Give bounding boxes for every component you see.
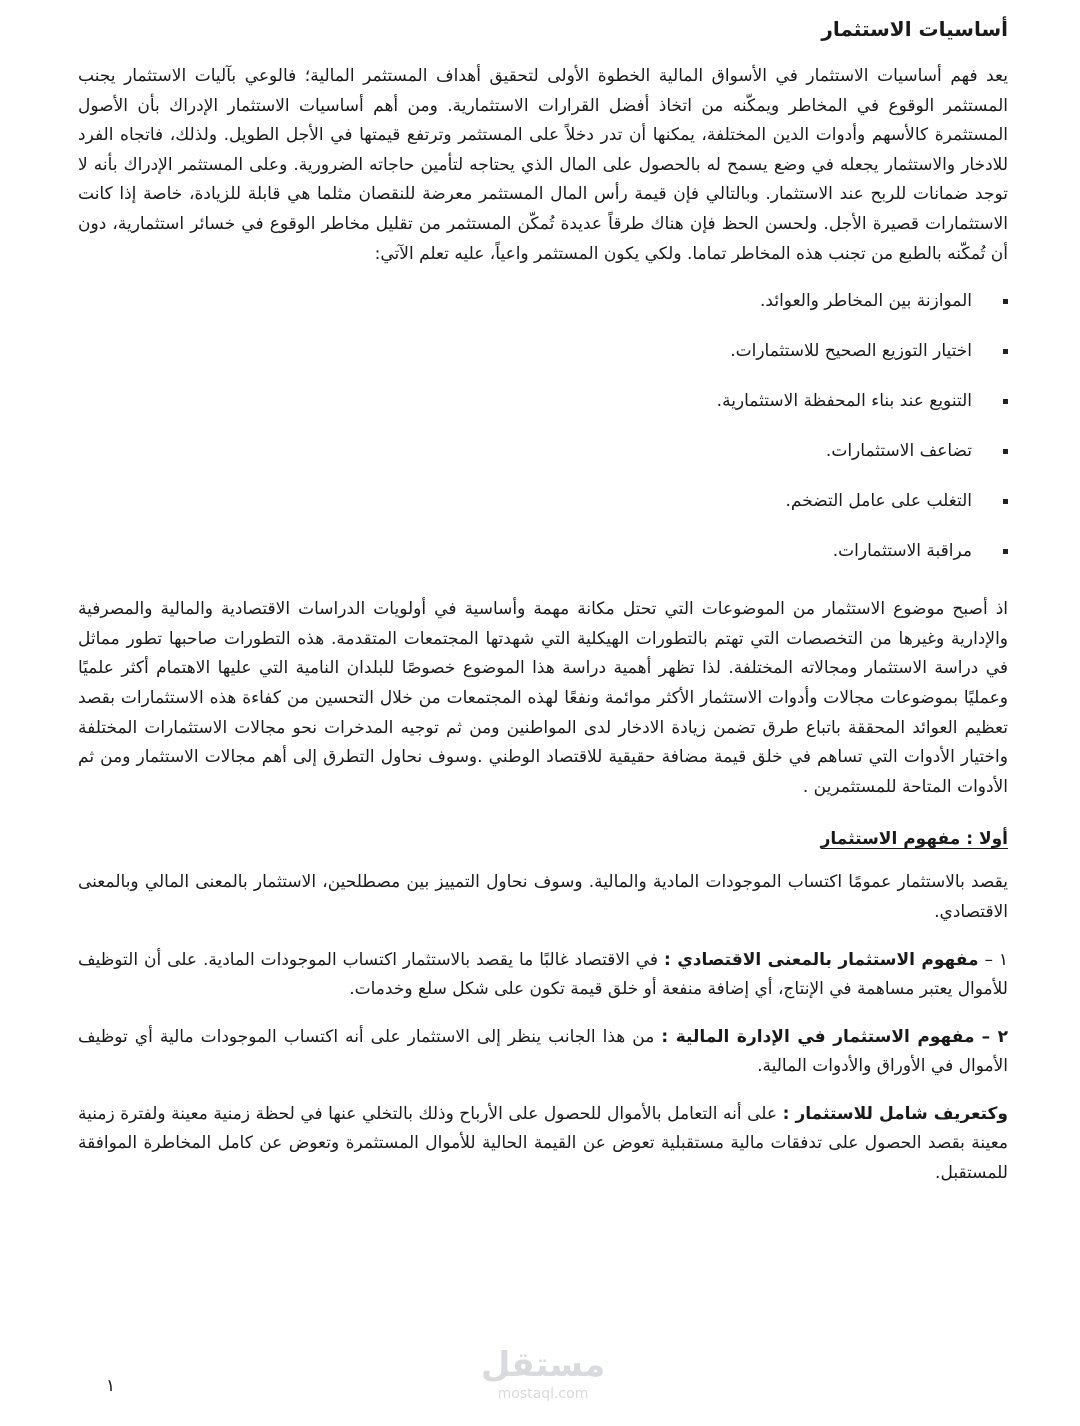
watermark-brand: مستقل	[480, 1345, 606, 1385]
comprehensive-definition	[78, 1100, 1008, 1189]
list-item	[78, 337, 1008, 387]
list-item	[78, 387, 1008, 437]
list-item-text: التنويع عند بناء المحفظة الاستثمارية.	[716, 391, 972, 412]
definition-text: في الاقتصاد غالبًا ما يقصد بالاستثمار اكتساب الموجودات المادية. على أن التوظيف للأموال يعتبر مساهمة في الإنتاج، أي إضافة منفعة أو خلق قيمة تكون على شكل سلع وخدمات.	[78, 949, 1008, 1000]
list-item	[78, 437, 1008, 487]
list-item-text: اختيار التوزيع الصحيح للاستثمارات.	[730, 341, 972, 362]
bullet-icon	[1003, 449, 1008, 454]
section-heading-text: أولا : مفهوم الاستثمار	[820, 829, 1008, 850]
economic-definition	[78, 946, 1008, 1005]
bullet-icon	[1003, 349, 1008, 354]
item-number: ١ –	[984, 949, 1008, 970]
definition-label: مفهوم الاستثمار بالمعنى الاقتصادي :	[663, 949, 979, 970]
watermark-site: mostaql.com	[497, 1386, 589, 1402]
item-number: ٢ –	[981, 1026, 1009, 1047]
list-item	[78, 537, 1008, 587]
page-title: أساسيات الاستثمار	[821, 17, 1008, 41]
definition-intro: يقصد بالاستثمار عمومًا اكتساب الموجودات المادية والمالية. وسوف نحاول التمييز بين مصطلحين، الاستثمار بالمعنى المالي وبالمعنى الاقتصادي.	[78, 872, 1008, 922]
list-item	[78, 287, 1008, 337]
bullet-list	[78, 287, 1008, 587]
intro-paragraph: يعد فهم أساسيات الاستثمار في الأسواق المالية الخطوة الأولى لتحقيق أهداف المستثمر المالية؛ فالوعي بآليات الاستثمار يجنب المستثمر الوقوع في المخاطر ويمكّنه من اتخاذ أفضل القرارات الاستثمارية. ومن أهم أساسيات الاستثمار الإدراك بأن الأصول المستثمرة كالأسهم وأدوات الدين المختلفة، يمكنها أن تدر دخلاً على المستثمر وترتفع قيمتها في الأجل الطويل. ولذلك، فاتجاه الفرد للادخار والاستثمار يجعله في وضع يسمح له بالحصول على المال الذي يحتاجه لتأمين حاجاته الضرورية. وعلى المستثمر الإدراك بأنه لا توجد ضمانات للربح عند الاستثمار. وبالتالي فإن قيمة رأس المال المستثمر معرضة للنقصان مثلما هي قابلة للزيادة، خاصة إذا كانت الاستثمارات قصيرة الأجل. ولحسن الحظ فإن هناك طرقاً عديدة تُمكّن المستثمر من تقليل مخاطر الوقوع في خسائر استثمارية، دون أن تُمكّنه بالطبع من تجنب هذه المخاطر تماما. ولكي يكون المستثمر واعياً، عليه تعلم الآتي:	[78, 66, 1008, 264]
bullet-icon	[1003, 399, 1008, 404]
definition-label: مفهوم الاستثمار في الإدارة المالية :	[661, 1026, 975, 1047]
list-item	[78, 487, 1008, 537]
document-page	[78, 12, 1008, 1207]
second-paragraph: اذ أصبح موضوع الاستثمار من الموضوعات التي تحتل مكانة مهمة وأساسية في أولويات الدراسات الاقتصادية والمالية والمصرفية والإدارية وغيرها من التخصصات التي تهتم بالتطورات الهيكلية التي شهدتها المجتمعات المتقدمة. هذه التطورات صاحبها تطور مماثل في دراسة الاستثمار ومجالاته المختلفة. لذا تظهر أهمية دراسة هذا الموضوع خصوصًا للبلدان النامية التي عليها الاهتمام أكثر علميًا وعمليًا بموضوعات مجالات وأدوات الاستثمار الأكثر موائمة ونفعًا لهذه المجتمعات من خلال التحسين من كفاءة هذه الاستثمارات بقصد تعظيم العوائد المحققة باتباع طرق تضمن زيادة الادخار لدى المواطنين ومن ثم توجيه المدخرات نحو مجالات الاستثمارات المختلفة واختيار الأدوات التي تساهم في خلق قيمة مضافة حقيقية للاقتصاد الوطني .وسوف نحاول التطرق إلى أهم مجالات الاستثمار ومن ثم الأدوات المتاحة للمستثمرين .	[78, 599, 1008, 797]
section-heading	[78, 824, 1008, 854]
list-item-text: مراقبة الاستثمارات.	[832, 541, 972, 562]
definition-label: وكتعريف شامل للاستثمار :	[782, 1103, 1008, 1124]
mostaql-watermark-logo	[468, 1340, 618, 1404]
list-item-text: التغلب على عامل التضخم.	[785, 491, 972, 512]
bullet-icon	[1003, 549, 1008, 554]
page-number: ١	[106, 1376, 116, 1396]
definition-text: على أنه التعامل بالأموال للحصول على الأرباح وذلك بالتخلي عنها في لحظة زمنية معينة ولفترة زمنية معينة بقصد الحصول على تدفقات مالية مستقبلية تعوض عن القيمة الحالية للأموال المستثمرة وتعوض عن كامل المخاطرة الموافقة للمستقبل.	[78, 1103, 1008, 1184]
list-item-text: تضاعف الاستثمارات.	[825, 441, 972, 462]
bullet-icon	[1003, 299, 1008, 304]
list-item-text: الموازنة بين المخاطر والعوائد.	[760, 291, 972, 312]
financial-definition	[78, 1023, 1008, 1082]
bullet-icon	[1003, 499, 1008, 504]
definition-text: من هذا الجانب ينظر إلى الاستثمار على أنه اكتساب الموجودات مالية أي توظيف الأموال في الأوراق والأدوات المالية.	[78, 1026, 1008, 1077]
